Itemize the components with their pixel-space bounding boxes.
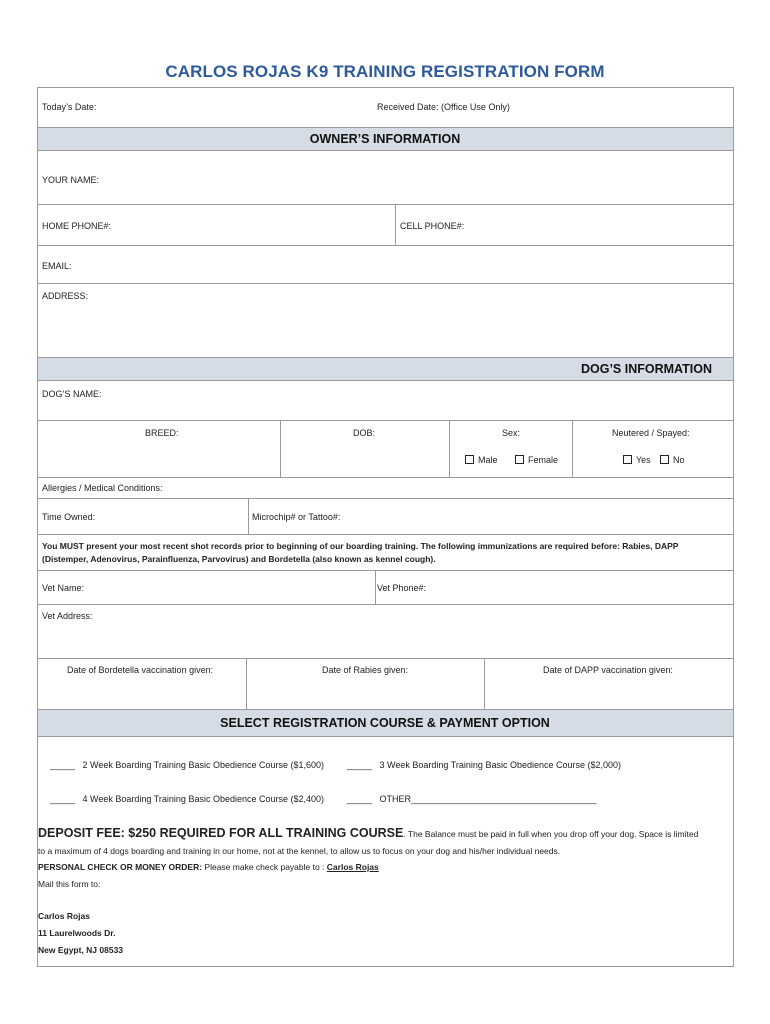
checkbox-icon[interactable]	[465, 455, 474, 464]
course-label: 3 Week Boarding Training Basic Obedience Course ($2,000)	[379, 760, 622, 770]
female-label: Female	[528, 455, 559, 465]
breed-field[interactable]: BREED:	[145, 428, 179, 438]
address-field[interactable]: ADDRESS:	[42, 291, 89, 301]
divider	[280, 420, 281, 477]
divider	[395, 204, 396, 245]
divider	[375, 570, 376, 604]
divider	[37, 604, 734, 605]
todays-date-field[interactable]: Today’s Date:	[42, 102, 97, 112]
payee-name: Carlos Rojas	[326, 862, 379, 872]
payment-line	[38, 862, 379, 872]
vet-address-field[interactable]: Vet Address:	[42, 611, 93, 621]
divider	[572, 420, 573, 477]
divider	[37, 245, 734, 246]
course-option-3-week[interactable]	[347, 760, 621, 770]
divider	[37, 150, 734, 151]
no-label: No	[673, 455, 685, 465]
vet-name-field[interactable]: Vet Name:	[42, 583, 85, 593]
divider	[248, 498, 249, 534]
mail-address-city: New Egypt, NJ 08533	[38, 945, 124, 955]
sex-label: Sex:	[502, 428, 521, 438]
divider	[37, 380, 734, 381]
dob-field[interactable]: DOB:	[353, 428, 376, 438]
cell-phone-field[interactable]: CELL PHONE#:	[400, 221, 465, 231]
dogs-name-field[interactable]: DOG’S NAME:	[42, 389, 102, 399]
divider	[37, 534, 734, 535]
mail-instruction: Mail this form to:	[38, 879, 101, 889]
course-label: OTHER_____________________________________	[379, 794, 597, 804]
male-label: Male	[478, 455, 498, 465]
checkbox-icon[interactable]	[660, 455, 669, 464]
owner-section-title: OWNER’S INFORMATION	[309, 132, 461, 146]
course-blank[interactable]: _____	[50, 760, 76, 770]
divider	[37, 477, 734, 478]
shots-notice-line1: You MUST present your most recent shot records prior to beginning of our boarding training. The following immunizations are required before: Rabies, DAPP	[42, 541, 679, 551]
deposit-line	[38, 826, 698, 840]
allergies-field[interactable]: Allergies / Medical Conditions:	[42, 483, 163, 493]
course-option-other[interactable]	[347, 794, 596, 804]
dapp-date-field[interactable]: Date of DAPP vaccination given:	[543, 665, 673, 675]
divider	[37, 736, 734, 737]
received-date-field[interactable]: Received Date: (Office Use Only)	[377, 102, 510, 112]
microchip-field[interactable]: Microchip# or Tattoo#:	[252, 512, 341, 522]
neutered-label: Neutered / Spayed:	[612, 428, 690, 438]
course-blank[interactable]: _____	[347, 794, 373, 804]
rabies-date-field[interactable]: Date of Rabies given:	[322, 665, 409, 675]
checkbox-icon[interactable]	[623, 455, 632, 464]
no-option[interactable]	[660, 455, 685, 465]
course-section-title: SELECT REGISTRATION COURSE & PAYMENT OPTION	[220, 716, 550, 730]
payment-label: PERSONAL CHECK OR MONEY ORDER:	[38, 862, 203, 872]
divider	[37, 658, 734, 659]
deposit-text-line2: to a maximum of 4 dogs boarding and training in our home, not at the kennel, to allow us to focus on your dog and his/her individual needs.	[38, 846, 561, 856]
course-blank[interactable]: _____	[347, 760, 373, 770]
your-name-field[interactable]: YOUR NAME:	[42, 175, 100, 185]
male-option[interactable]	[465, 455, 498, 465]
deposit-headline: DEPOSIT FEE: $250 REQUIRED FOR ALL TRAINING COURSE	[38, 826, 404, 840]
course-label: 2 Week Boarding Training Basic Obedience Course ($1,600)	[82, 760, 325, 770]
form-title: CARLOS ROJAS K9 TRAINING REGISTRATION FORM	[165, 62, 605, 81]
shots-notice-line2: (Distemper, Adenovirus, Parainfluenza, Parvovirus) and Bordetella (also known as kennel cough).	[42, 554, 436, 564]
divider	[37, 283, 734, 284]
mail-address-name: Carlos Rojas	[38, 911, 90, 921]
divider	[449, 420, 450, 477]
yes-label: Yes	[636, 455, 651, 465]
female-option[interactable]	[515, 455, 558, 465]
divider	[37, 420, 734, 421]
deposit-text: . The Balance must be paid in full when you drop off your dog. Space is limited	[403, 829, 699, 839]
vet-phone-field[interactable]: Vet Phone#:	[377, 583, 427, 593]
course-blank[interactable]: _____	[50, 794, 76, 804]
course-label: 4 Week Boarding Training Basic Obedience Course ($2,400)	[82, 794, 325, 804]
time-owned-field[interactable]: Time Owned:	[42, 512, 96, 522]
divider	[37, 498, 734, 499]
bordetella-date-field[interactable]: Date of Bordetella vaccination given:	[67, 665, 214, 675]
course-option-2-week[interactable]	[50, 760, 324, 770]
yes-option[interactable]	[623, 455, 651, 465]
dog-section-title: DOG’S INFORMATION	[580, 362, 712, 376]
checkbox-icon[interactable]	[515, 455, 524, 464]
divider	[37, 570, 734, 571]
email-field[interactable]: EMAIL:	[42, 261, 72, 271]
mail-address-street: 11 Laurelwoods Dr.	[38, 928, 116, 938]
course-option-4-week[interactable]	[50, 794, 324, 804]
divider	[246, 658, 247, 709]
payment-text: Please make check payable to :	[202, 862, 327, 872]
divider	[37, 204, 734, 205]
home-phone-field[interactable]: HOME PHONE#:	[42, 221, 112, 231]
divider	[484, 658, 485, 709]
